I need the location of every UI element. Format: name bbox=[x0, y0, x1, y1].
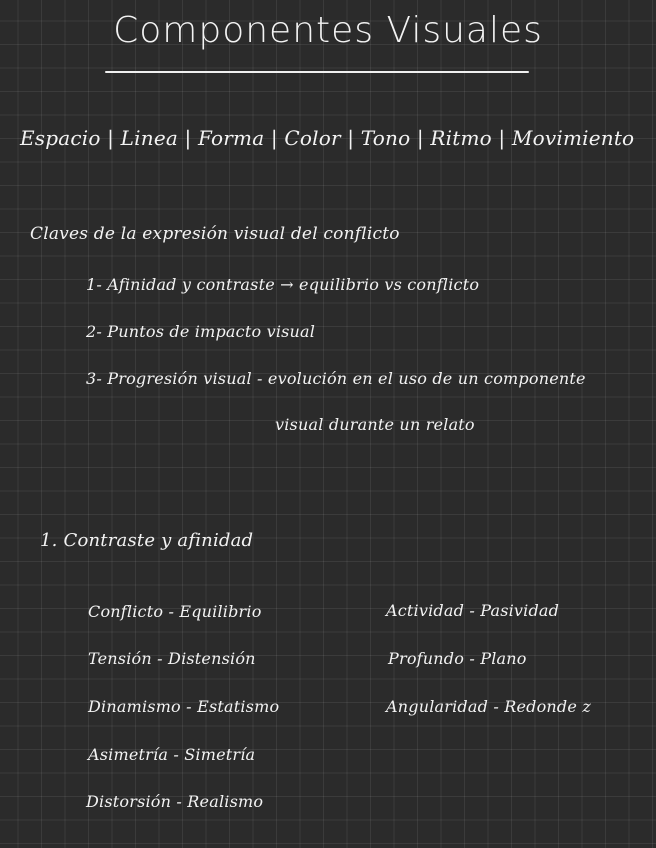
clave-item-2: 2- Puntos de impacto visual bbox=[86, 322, 316, 341]
title-underline bbox=[105, 71, 529, 73]
pair-right-2: Profundo - Plano bbox=[388, 649, 527, 668]
pair-left-5: Distorsión - Realismo bbox=[86, 792, 264, 811]
pair-right-3: Angularidad - Redonde z bbox=[386, 697, 591, 716]
pair-left-3: Dinamismo - Estatismo bbox=[88, 697, 280, 716]
pair-right-1: Actividad - Pasividad bbox=[386, 601, 560, 620]
pair-left-4: Asimetría - Simetría bbox=[88, 745, 256, 764]
clave-item-1: 1- Afinidad y contraste → equilibrio vs conflicto bbox=[86, 275, 480, 294]
pair-left-1: Conflicto - Equilibrio bbox=[88, 602, 262, 621]
clave-item-3: 3- Progresión visual - evolución en el uso de un componente bbox=[86, 369, 586, 388]
contraste-heading: 1. Contraste y afinidad bbox=[40, 530, 254, 551]
page-title: Componentes Visuales bbox=[113, 10, 543, 51]
claves-heading: Claves de la expresión visual del conflicto bbox=[30, 224, 400, 244]
pair-left-2: Tensión - Distensión bbox=[88, 649, 256, 668]
clave-item-3-continuation: visual durante un relato bbox=[275, 415, 475, 434]
visual-components-list: Espacio | Linea | Forma | Color | Tono | Ritmo | Movimiento bbox=[20, 126, 635, 150]
